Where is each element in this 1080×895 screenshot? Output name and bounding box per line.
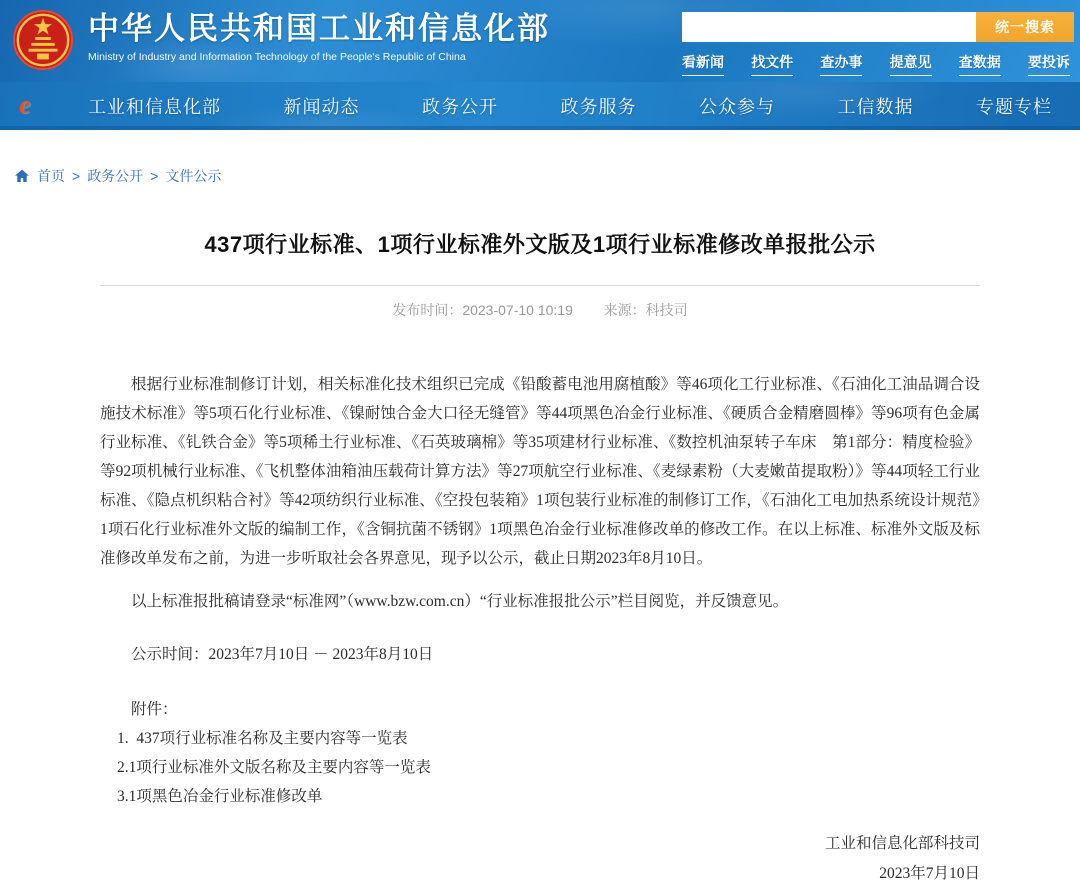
attachment-link-1[interactable]: 1. 437项行业标准名称及主要内容等一览表 [117, 730, 408, 747]
home-icon[interactable] [14, 168, 30, 184]
unified-search-button[interactable]: 统一搜索 [976, 12, 1074, 42]
miit-e-logo-icon[interactable]: e [19, 90, 31, 119]
nav-item-topics[interactable]: 专题专栏 [976, 97, 1052, 117]
quick-link-feedback[interactable]: 提意见 [890, 52, 932, 76]
article-meta [100, 300, 980, 320]
publish-time-value: 2023-07-10 10:19 [462, 302, 573, 318]
quick-link-files[interactable]: 找文件 [751, 52, 793, 76]
signature-department: 工业和信息化部科技司 [824, 835, 980, 852]
attachment-link-3[interactable]: 3.1项黑色冶金行业标准修改单 [117, 788, 323, 805]
site-title-block [88, 10, 550, 63]
site-header [0, 0, 1080, 82]
quick-links [682, 52, 1074, 76]
paragraph-notice-period: 公示时间：2023年7月10日 － 2023年8月10日 [131, 646, 434, 663]
nav-item-news[interactable]: 新闻动态 [283, 97, 360, 117]
site-title: 中华人民共和国工业和信息化部 [88, 11, 550, 46]
quick-link-services[interactable]: 查办事 [820, 52, 862, 76]
article [100, 228, 980, 889]
title-divider [100, 285, 980, 286]
breadcrumb-separator: > [72, 168, 81, 184]
attachment-link-2[interactable]: 2.1项行业标准外文版名称及主要内容等一览表 [117, 759, 431, 776]
nav-item-gov-openness[interactable]: 政务公开 [422, 97, 498, 117]
nav-item-data[interactable]: 工信数据 [837, 97, 914, 117]
publish-time-label: 发布时间： [392, 302, 463, 318]
nav-item-participation[interactable]: 公众参与 [699, 97, 775, 117]
breadcrumb [14, 166, 1080, 186]
quick-link-complaint[interactable]: 要投诉 [1028, 52, 1070, 76]
paragraph-main: 根据行业标准制修订计划，相关标准化技术组织已完成《铅酸蓄电池用腐植酸》等46项化工行业标准、《石油化工油品调合设施技术标准》等5项石化行业标准、《镍耐蚀合金大口径无缝管》等44项黑色冶金行业标准、《硬质合金精磨圆棒》等96项有色金属行业标准、《钆铁合金》等5项稀土行业标准、《石英玻璃棉》等35项建材行业标准、《数控机油泵转子车床 第1部分：精度检验》等92项机械行业标准、《飞机整体油箱油压载荷计算方法》等27项航空行业标准、《麦绿素粉（大麦嫩苗提取粉）》等44项轻工行业标准、《隐点机织粘合衬》等42项纺织行业标准、《空投包装箱》1项包装行业标准的制修订工作，《石油化工电加热系统设计规范》1项石化行业标准外文版的编制工作，《含铜抗菌不锈钢》1项黑色冶金行业标准修改单的修改工作。在以上标准、标准外文版及标准修改单发布之前，为进一步听取社会各界意见，现予以公示，截止日期2023年8月10日。 [100, 376, 980, 567]
signature-date: 2023年7月10日 [879, 865, 980, 882]
page-title: 437项行业标准、1项行业标准外文版及1项行业标准修改单报批公示 [204, 232, 876, 257]
nav-item-gov-services[interactable]: 政务服务 [560, 97, 637, 117]
attachments-label: 附件： [131, 701, 178, 718]
site-subtitle: Ministry of Industry and Information Technology of the People's Republic of China [88, 51, 466, 63]
article-body [100, 370, 980, 889]
paragraph-review-site: 以上标准报批稿请登录“标准网”（www.bzw.com.cn）“行业标准报批公示”栏目阅览，并反馈意见。 [131, 593, 789, 610]
source-value: 科技司 [645, 302, 688, 318]
search-block [682, 12, 1074, 76]
breadcrumb-separator: > [150, 168, 159, 184]
breadcrumb-gov-openness[interactable]: 政务公开 [87, 168, 144, 184]
quick-link-data[interactable]: 查数据 [959, 52, 1001, 76]
breadcrumb-file-notice[interactable]: 文件公示 [165, 168, 222, 184]
nav-item-miit[interactable]: 工业和信息化部 [88, 97, 221, 117]
search-row [682, 12, 1074, 42]
nav-items [40, 93, 1080, 119]
source-label: 来源： [603, 302, 646, 318]
signature-block [100, 829, 980, 889]
main-nav [0, 82, 1080, 130]
quick-link-news[interactable]: 看新闻 [682, 52, 724, 76]
unified-search-input[interactable] [682, 12, 976, 42]
national-emblem-icon [12, 9, 74, 71]
breadcrumb-home[interactable]: 首页 [37, 168, 65, 184]
